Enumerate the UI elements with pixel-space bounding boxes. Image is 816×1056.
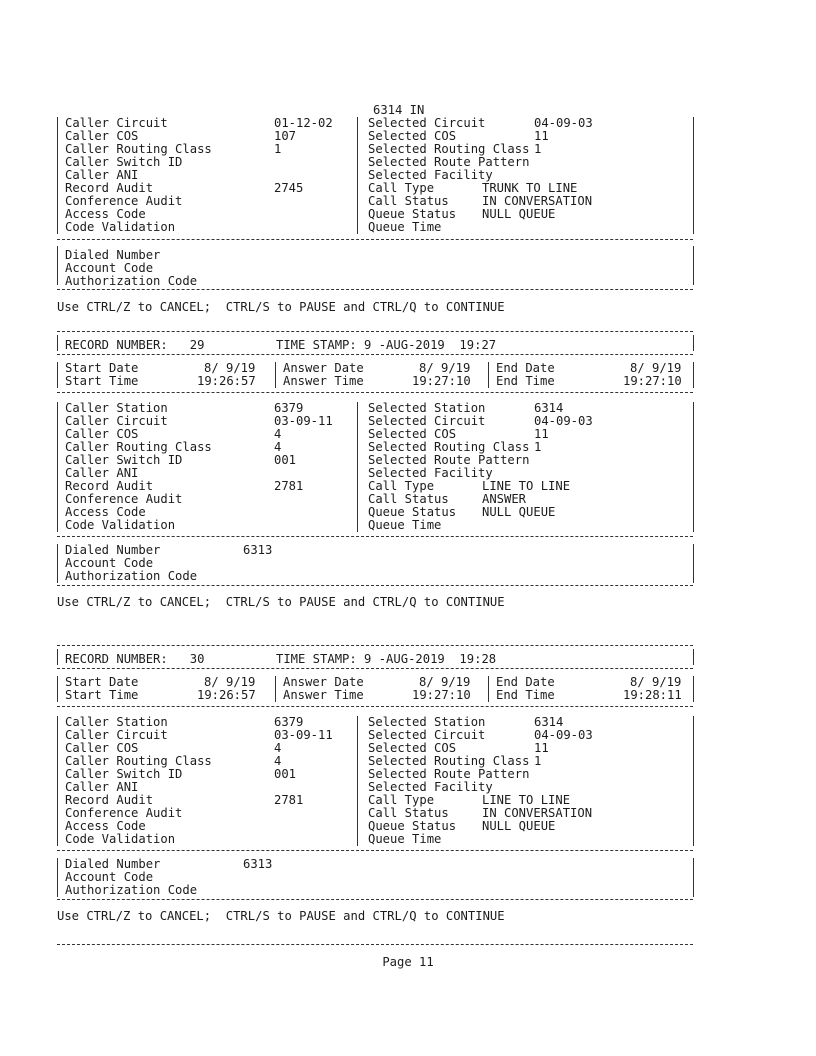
selected-field-value: NULL QUEUE — [482, 207, 556, 221]
selected-field-value: ANSWER — [482, 492, 527, 506]
dashed-rule — [57, 706, 693, 707]
column-divider — [357, 716, 358, 846]
column-divider — [57, 117, 58, 234]
selected-field-value: LINE TO LINE — [482, 793, 571, 807]
dashed-rule — [57, 331, 693, 332]
column-divider — [488, 362, 489, 388]
selected-field-label: Call Status — [368, 492, 449, 506]
caller-field-label: Caller Circuit — [65, 414, 168, 428]
control-hint: Use CTRL/Z to CANCEL; CTRL/S to PAUSE and CTRL/Q to CONTINUE — [57, 909, 505, 923]
caller-field-label: Access Code — [65, 819, 146, 833]
selected-field-label: Selected Routing Class — [368, 754, 530, 768]
answer-time-label: Answer Time — [283, 688, 364, 702]
caller-field-label: Record Audit — [65, 181, 154, 195]
column-divider — [275, 362, 276, 388]
selected-field-value: IN CONVERSATION — [482, 806, 593, 820]
column-divider — [693, 246, 694, 285]
caller-field-label: Access Code — [65, 505, 146, 519]
column-divider — [693, 544, 694, 583]
answer-date-value: 8/ 9/19 — [419, 675, 471, 689]
caller-field-label: Caller Routing Class — [65, 440, 212, 454]
dialed-field-label: Dialed Number — [65, 248, 161, 262]
column-divider — [693, 858, 694, 897]
caller-field-value: 2745 — [274, 181, 304, 195]
selected-field-label: Selected COS — [368, 129, 457, 143]
caller-field-label: Caller COS — [65, 427, 139, 441]
selected-field-label: Call Type — [368, 181, 435, 195]
caller-field-label: Caller Station — [65, 401, 168, 415]
column-divider — [275, 676, 276, 702]
end-date-label: End Date — [496, 675, 555, 689]
caller-field-value: 001 — [274, 453, 297, 467]
selected-field-label: Queue Status — [368, 207, 457, 221]
end-date-label: End Date — [496, 361, 555, 375]
caller-field-label: Caller Switch ID — [65, 453, 183, 467]
selected-field-label: Selected Station — [368, 401, 486, 415]
selected-field-label: Selected Circuit — [368, 116, 486, 130]
caller-field-label: Caller COS — [65, 741, 139, 755]
answer-date-value: 8/ 9/19 — [419, 361, 471, 375]
selected-field-value: 04-09-03 — [534, 728, 593, 742]
selected-field-value: TRUNK TO LINE — [482, 181, 578, 195]
caller-field-value: 2781 — [274, 479, 304, 493]
selected-field-label: Selected Route Pattern — [368, 767, 530, 781]
caller-field-value: 4 — [274, 754, 282, 768]
caller-field-value: 6379 — [274, 715, 304, 729]
start-date-value: 8/ 9/19 — [204, 675, 256, 689]
column-divider — [693, 676, 694, 702]
column-divider — [693, 402, 694, 532]
column-divider — [357, 117, 358, 234]
record-number-label: RECORD NUMBER: 29 — [65, 338, 205, 352]
selected-field-label: Selected Facility — [368, 466, 493, 480]
caller-field-label: Access Code — [65, 207, 146, 221]
selected-field-label: Selected COS — [368, 427, 457, 441]
dashed-rule — [57, 668, 693, 669]
column-divider — [693, 362, 694, 388]
selected-field-value: 11 — [534, 427, 549, 441]
dialed-field-label: Account Code — [65, 556, 154, 570]
caller-field-value: 1 — [274, 142, 282, 156]
end-date-value: 8/ 9/19 — [630, 675, 682, 689]
dashed-rule — [57, 585, 693, 586]
answer-time-label: Answer Time — [283, 374, 364, 388]
dashed-rule — [57, 850, 693, 851]
start-time-value: 19:26:57 — [197, 374, 256, 388]
end-time-label: End Time — [496, 374, 555, 388]
column-divider — [57, 335, 58, 351]
column-divider — [693, 649, 694, 665]
selected-field-label: Call Type — [368, 479, 435, 493]
caller-field-label: Caller Switch ID — [65, 767, 183, 781]
selected-field-label: Selected Station — [368, 715, 486, 729]
selected-field-label: Queue Time — [368, 220, 442, 234]
caller-field-value: 001 — [274, 767, 297, 781]
timestamp-label: TIME STAMP: 9 -AUG-2019 19:27 — [276, 338, 497, 352]
answer-date-label: Answer Date — [283, 361, 364, 375]
column-divider — [57, 362, 58, 388]
selected-field-label: Selected Circuit — [368, 414, 486, 428]
dialed-field-label: Authorization Code — [65, 883, 198, 897]
dashed-rule — [57, 392, 693, 393]
start-time-value: 19:26:57 — [197, 688, 256, 702]
caller-field-label: Caller ANI — [65, 466, 139, 480]
selected-field-label: Selected Routing Class — [368, 440, 530, 454]
selected-field-label: Queue Status — [368, 505, 457, 519]
timestamp-label: TIME STAMP: 9 -AUG-2019 19:28 — [276, 652, 497, 666]
column-divider — [488, 676, 489, 702]
start-time-label: Start Time — [65, 374, 139, 388]
caller-field-label: Caller Station — [65, 715, 168, 729]
selected-field-label: Selected COS — [368, 741, 457, 755]
dashed-rule — [57, 944, 693, 945]
caller-field-value: 4 — [274, 741, 282, 755]
selected-field-value: 1 — [534, 440, 542, 454]
column-divider — [693, 117, 694, 234]
dialed-field-label: Authorization Code — [65, 569, 198, 583]
selected-field-label: Selected Route Pattern — [368, 155, 530, 169]
column-divider — [357, 402, 358, 532]
selected-field-value: LINE TO LINE — [482, 479, 571, 493]
caller-field-value: 01-12-02 — [274, 116, 333, 130]
caller-field-label: Record Audit — [65, 793, 154, 807]
caller-field-label: Caller ANI — [65, 780, 139, 794]
selected-field-value: 1 — [534, 754, 542, 768]
dashed-rule — [57, 289, 693, 290]
caller-field-label: Conference Audit — [65, 492, 183, 506]
selected-field-label: Call Type — [368, 793, 435, 807]
start-date-label: Start Date — [65, 361, 139, 375]
partial-header-fragment: 6314 IN — [373, 103, 425, 117]
caller-field-label: Caller Routing Class — [65, 142, 212, 156]
column-divider — [57, 676, 58, 702]
selected-field-label: Queue Time — [368, 518, 442, 532]
caller-field-value: 107 — [274, 129, 297, 143]
dialed-field-label: Dialed Number — [65, 857, 161, 871]
dashed-rule — [57, 239, 693, 240]
selected-field-label: Selected Facility — [368, 168, 493, 182]
selected-field-label: Queue Time — [368, 832, 442, 846]
caller-field-value: 03-09-11 — [274, 728, 333, 742]
column-divider — [693, 716, 694, 846]
selected-field-value: NULL QUEUE — [482, 819, 556, 833]
selected-field-value: 1 — [534, 142, 542, 156]
caller-field-label: Code Validation — [65, 518, 176, 532]
selected-field-label: Selected Circuit — [368, 728, 486, 742]
caller-field-value: 6379 — [274, 401, 304, 415]
caller-field-label: Caller COS — [65, 129, 139, 143]
start-time-label: Start Time — [65, 688, 139, 702]
column-divider — [57, 858, 58, 897]
column-divider — [693, 335, 694, 351]
record-number-label: RECORD NUMBER: 30 — [65, 652, 205, 666]
selected-field-value: NULL QUEUE — [482, 505, 556, 519]
column-divider — [57, 246, 58, 285]
caller-field-label: Record Audit — [65, 479, 154, 493]
column-divider — [57, 649, 58, 665]
answer-time-value: 19:27:10 — [412, 374, 471, 388]
dialed-field-value: 6313 — [243, 543, 273, 557]
selected-field-value: IN CONVERSATION — [482, 194, 593, 208]
end-time-label: End Time — [496, 688, 555, 702]
column-divider — [57, 402, 58, 532]
caller-field-value: 4 — [274, 440, 282, 454]
dashed-rule — [57, 354, 693, 355]
dashed-rule — [57, 645, 693, 646]
selected-field-value: 04-09-03 — [534, 414, 593, 428]
start-date-value: 8/ 9/19 — [204, 361, 256, 375]
column-divider — [57, 716, 58, 846]
caller-field-label: Code Validation — [65, 220, 176, 234]
end-time-value: 19:28:11 — [623, 688, 682, 702]
caller-field-label: Caller ANI — [65, 168, 139, 182]
selected-field-label: Queue Status — [368, 819, 457, 833]
selected-field-value: 11 — [534, 129, 549, 143]
dialed-field-label: Account Code — [65, 870, 154, 884]
selected-field-value: 11 — [534, 741, 549, 755]
answer-time-value: 19:27:10 — [412, 688, 471, 702]
caller-field-label: Caller Circuit — [65, 116, 168, 130]
caller-field-label: Conference Audit — [65, 194, 183, 208]
page-number: Page 11 — [382, 955, 434, 969]
caller-field-label: Caller Routing Class — [65, 754, 212, 768]
dialed-field-label: Account Code — [65, 261, 154, 275]
dialed-field-label: Dialed Number — [65, 543, 161, 557]
selected-field-value: 04-09-03 — [534, 116, 593, 130]
dashed-rule — [57, 899, 693, 900]
end-date-value: 8/ 9/19 — [630, 361, 682, 375]
selected-field-value: 6314 — [534, 401, 564, 415]
dialed-field-value: 6313 — [243, 857, 273, 871]
answer-date-label: Answer Date — [283, 675, 364, 689]
caller-field-label: Conference Audit — [65, 806, 183, 820]
control-hint: Use CTRL/Z to CANCEL; CTRL/S to PAUSE and CTRL/Q to CONTINUE — [57, 595, 505, 609]
dashed-rule — [57, 536, 693, 537]
selected-field-label: Selected Facility — [368, 780, 493, 794]
caller-field-value: 03-09-11 — [274, 414, 333, 428]
end-time-value: 19:27:10 — [623, 374, 682, 388]
caller-field-value: 4 — [274, 427, 282, 441]
caller-field-label: Code Validation — [65, 832, 176, 846]
caller-field-label: Caller Circuit — [65, 728, 168, 742]
caller-field-label: Caller Switch ID — [65, 155, 183, 169]
selected-field-label: Call Status — [368, 194, 449, 208]
selected-field-label: Selected Route Pattern — [368, 453, 530, 467]
dialed-field-label: Authorization Code — [65, 274, 198, 288]
selected-field-value: 6314 — [534, 715, 564, 729]
selected-field-label: Selected Routing Class — [368, 142, 530, 156]
start-date-label: Start Date — [65, 675, 139, 689]
caller-field-value: 2781 — [274, 793, 304, 807]
selected-field-label: Call Status — [368, 806, 449, 820]
column-divider — [57, 544, 58, 583]
control-hint: Use CTRL/Z to CANCEL; CTRL/S to PAUSE and CTRL/Q to CONTINUE — [57, 300, 505, 314]
